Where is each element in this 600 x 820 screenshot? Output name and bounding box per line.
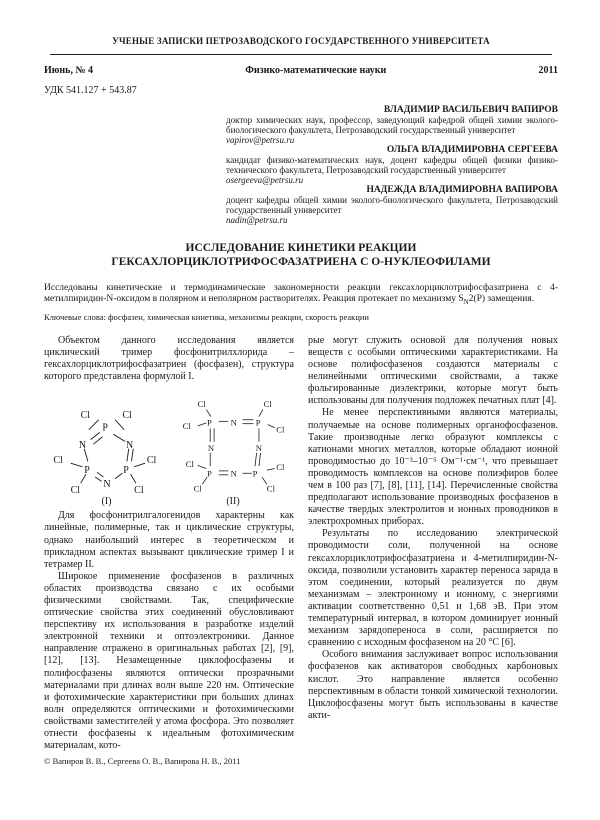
cl-atom: Cl: [263, 399, 272, 410]
cl-atom: Cl: [276, 462, 285, 473]
structure-label-II: (II): [226, 496, 240, 508]
left-column: [44, 335, 294, 767]
issue-meta-row: [44, 65, 558, 76]
cl-atom: Cl: [146, 455, 157, 467]
cl-atom: Cl: [70, 485, 81, 496]
abstract-text-end: 2(P) замещения.: [468, 294, 535, 304]
structure-tetramer-figure: [174, 387, 292, 508]
tetramer-ring-diagram: [174, 387, 292, 495]
author-email: vapirov@petrsu.ru: [226, 135, 295, 145]
author-name: НАДЕЖДА ВЛАДИМИРОВНА ВАПИРОВА: [366, 185, 558, 195]
n-atom: N: [230, 468, 237, 479]
structure-trimer-figure: [46, 387, 167, 508]
cl-atom: Cl: [122, 410, 132, 422]
n-atom: N: [255, 443, 263, 454]
p-atom: P: [84, 465, 90, 477]
journal-header-title: УЧЕНЫЕ ЗАПИСКИ ПЕТРОЗАВОДСКОГО ГОСУДАРСТВЕННОГО УНИВЕРСИТЕТА: [112, 36, 490, 46]
structure-label-I: (I): [101, 496, 112, 508]
p-atom: P: [102, 422, 108, 434]
keywords-line: Ключевые слова: фосфазен, химическая кинетика, механизмы реакции, скорость реакции: [44, 311, 369, 322]
article-title: [44, 242, 558, 269]
author-email: osergeeva@petrsu.ru: [226, 175, 304, 185]
cl-atom: Cl: [182, 421, 191, 432]
body-paragraph: рые могут служить основой для получения новых веществ с особыми оптическими характеристиками. На основе полифосфазенов создаются материалы с нелинейными оптическими свойствами, а также фольгированные диэлектрики, которые могут быть использованы для получения подложек печатных плат [4].: [308, 334, 558, 407]
author-name: ВЛАДИМИР ВАСИЛЬЕВИЧ ВАПИРОВ: [383, 105, 558, 115]
issue-label: Июнь, № 4: [44, 65, 94, 76]
trimer-ring-diagram: [46, 387, 167, 495]
right-column: [308, 335, 558, 767]
p-atom: P: [123, 465, 129, 477]
cl-atom: Cl: [197, 399, 206, 410]
article-title-line2: ГЕКСАХЛОРЦИКЛОТРИФОСФАЗАТРИЕНА С О-НУКЛЕОФИЛАМИ: [111, 255, 491, 268]
author-email: nadin@petrsu.ru: [226, 215, 288, 225]
year-label: 2011: [538, 65, 558, 76]
abstract-text: Исследованы кинетические и термодинамические закономерности реакции гексахлорциклотрифосфазатриена с 4-метилпиридин-N-оксидом в полярном и неполярном растворителях. Реакция протекает по механизму S: [44, 283, 558, 304]
abstract: [44, 283, 558, 308]
n-atom: N: [103, 479, 111, 491]
author-affiliation: кандидат физико-математических наук, доцент кафедры общей физики физико-технического факультета, Петрозаводский государственный университет: [226, 155, 558, 175]
author-affiliation: доктор химических наук, профессор, заведующий кафедрой общей химии эколого-биологического факультета, Петрозаводский государственный университет: [226, 115, 558, 135]
cl-atom: Cl: [53, 455, 63, 467]
section-label: Физико-математические науки: [245, 65, 387, 76]
cl-atom: Cl: [276, 424, 285, 435]
p-atom: P: [252, 468, 258, 479]
udc-code: УДК 541.127 + 543.87: [44, 85, 137, 96]
n-atom: N: [126, 440, 134, 452]
chemical-structures: [44, 383, 294, 510]
author-name: ОЛЬГА ВЛАДИМИРОВНА СЕРГЕЕВА: [386, 145, 558, 155]
header-divider: [50, 54, 552, 55]
copyright-line: © Вапиров В. В., Сергеева О. В., Вапирова Н. В., 2011: [44, 756, 241, 767]
p-atom: P: [207, 417, 212, 428]
body-paragraph: Широкое применение фосфазенов в различных областях производства связано с их особыми физическими свойствами. Так, специфические оптические свойства этих соединений обусловливают перспективу их использования в разработке изделий электронной техники и оптоэлектроники. Данное направление отражено в оригинальных работах [2], [9], [12], [13]. Незамещенные циклофосфазены и полифосфазены являются оптически прозрачными материалами при длинах волн выше 220 нм. Оптические и фотохимические характеристики при больших длинах волн определяются оптическими и фотохимическими свойствами заместителей у атома фосфора. Это позволяет отнести фосфазены к идеальным фотохимическим материалам, кото-: [44, 570, 294, 752]
p-atom: P: [255, 417, 261, 428]
cl-atom: Cl: [266, 483, 275, 494]
n-atom: N: [78, 440, 87, 452]
cl-atom: Cl: [185, 459, 194, 470]
cl-atom: Cl: [80, 410, 91, 422]
body-paragraph: Для фосфонитрилгалогенидов характерны как линейные, полимерные, так и циклические структуры, однако наибольший интерес в теоретическом и прикладном аспектах вызывают циклические тример I и тетрамер II.: [44, 510, 294, 570]
cl-atom: Cl: [134, 485, 144, 496]
two-column-body: [44, 335, 558, 767]
author-affiliation: доцент кафедры общей химии эколого-биологического факультета, Петрозаводский государственный университет: [226, 195, 558, 215]
article-title-line1: ИССЛЕДОВАНИЕ КИНЕТИКИ РЕАКЦИИ: [185, 242, 417, 254]
body-paragraph: Результаты по исследованию электрической проводимости соли, полученной на основе гексахлорциклотрифосфазатриена и 4-метилпиридин-N-оксида, позволили установить характер переноса заряда в этом соединении, который реализуется по двум механизмам – электронному и ионному, с энергиями активации соответственно 0,51 и 1,68 эВ. При этом температурный интервал, в котором доминирует ионный механизм зарядопереноса в соли, расширяется по сравнению с исходным фосфазеном на 20 °С [6].: [308, 528, 558, 649]
author-entry: [226, 145, 558, 185]
body-paragraph: Не менее перспективными являются материалы, получаемые на основе полимерных органофосфазенов. Такие производные легко образуют комплексы с катионами многих металлов, которые обладают ионной проводимостью до 10⁻³–10⁻⁵ Ом⁻¹·см⁻¹, что превышает проводимость комплексов на основе полиэфиров более чем в 100 раз [7], [8], [11], [14]. Перечисленные свойства предполагают использование производных фосфазенов в качестве твердых электролитов и ионных проводников в электрохромных приборах.: [308, 407, 558, 528]
n-atom: N: [207, 443, 215, 454]
abstract-mechanism-subscript: N: [463, 297, 469, 306]
body-paragraph: Объектом данного исследования является циклический тример фосфонитрилхлорида – гексахлорциклотрифосфазатриен (фосфазен), структура которого представлена формулой I.: [44, 334, 294, 383]
n-atom: N: [230, 417, 237, 428]
authors-block: [226, 105, 558, 225]
author-entry: [226, 185, 558, 225]
p-atom: P: [207, 468, 212, 479]
cl-atom: Cl: [193, 483, 202, 494]
author-entry: [226, 105, 558, 145]
body-paragraph: Особого внимания заслуживает вопрос использования фосфазенов как активаторов свободных карбоновых кислот. Это направление является особенно перспективным в области тонкой химической технологии. Циклофосфазены могут быть использованы в качестве акти-: [308, 649, 558, 721]
